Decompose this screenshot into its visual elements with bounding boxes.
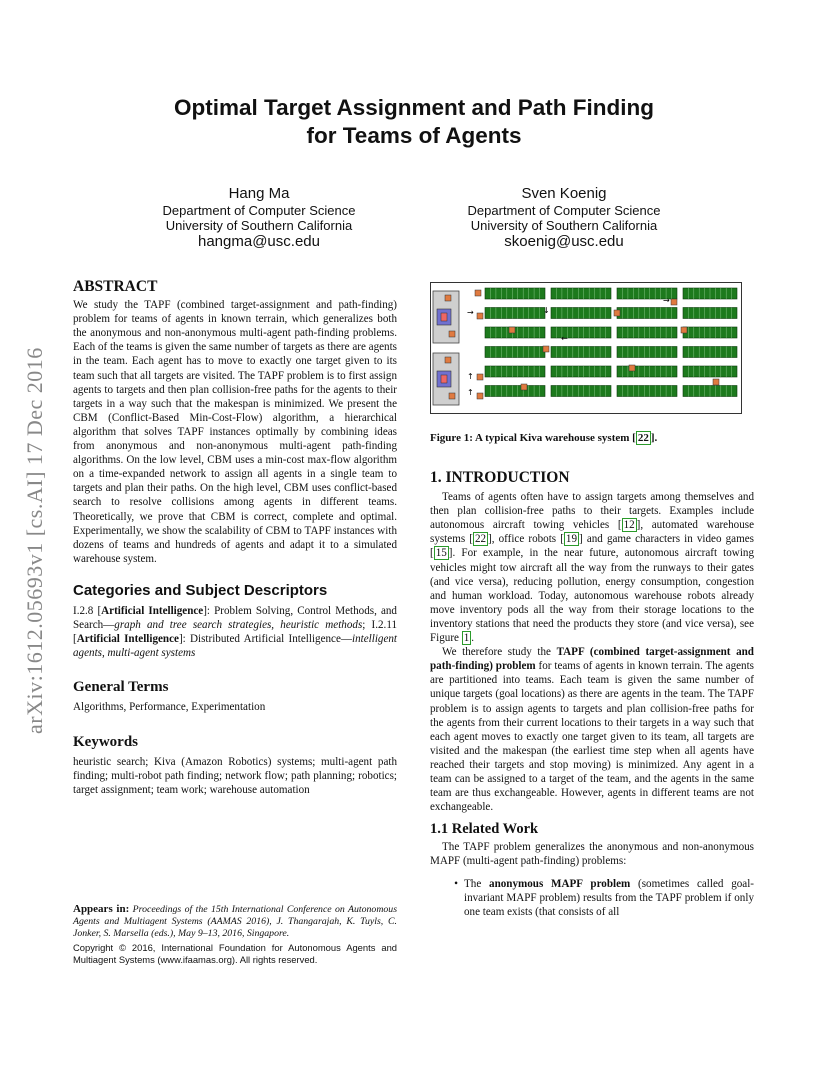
robot <box>477 313 483 319</box>
robot <box>614 310 620 316</box>
author-dept: Department of Computer Science <box>162 203 356 218</box>
robot <box>477 393 483 399</box>
station-slot <box>441 313 447 321</box>
arxiv-identifier: arXiv:1612.05693v1 [cs.AI] 17 Dec 2016 <box>22 347 47 734</box>
intro-heading: 1. INTRODUCTION <box>430 469 570 486</box>
cat-italic: intelligent agents, multi-agent systems <box>73 633 397 660</box>
conference-footnote <box>73 903 397 966</box>
cat-text: ; I.2.11 [ <box>73 619 398 646</box>
intro-text: for teams of agents in known terrain. The agents are partitioned into teams. Each team is given the same number of unique targets (goal locations) as there are agents in the team. The TAPF problem is to assign agents to targets and plan collision-free paths for the agents from their current locations to their targets in a way such that each agent moves to exactly one target given to its team, all targets are visited and the makespan (the earliest time step when all agents have reached their targets and stop moving) is minimized. Any agent in a team can be assigned to a target of the team, and the agents in the same team are thus exchangeable. However, agents in different teams are not exchangeable. <box>430 660 755 814</box>
storage-block <box>551 347 611 358</box>
title-line-2: for Teams of Agents <box>306 123 522 148</box>
author-block-2 <box>434 184 694 251</box>
right-column <box>430 471 754 919</box>
storage-block <box>551 308 611 319</box>
author-univ: University of Southern California <box>470 218 658 233</box>
cat-text: ]: Distributed Artificial Intelligence— <box>178 633 353 646</box>
robot <box>521 384 527 390</box>
intro-text: ], office robots [ <box>488 533 564 546</box>
keywords-text: heuristic search; Kiva (Amazon Robotics) systems; multi-agent path finding; multi-robot path finding; network flow; path planning; robotics; target assignment; team work; warehouse automation <box>73 755 397 796</box>
bullet-icon: • <box>454 877 458 890</box>
warehouse-diagram <box>431 283 741 413</box>
robot <box>445 295 451 301</box>
direction-arrow-icon: ↑ <box>467 388 474 397</box>
storage-block <box>485 288 545 299</box>
robot <box>629 365 635 371</box>
storage-block <box>617 347 677 358</box>
warehouse-figure <box>430 282 742 414</box>
caption-citation[interactable]: 22 <box>637 432 649 444</box>
appears-label: Appears in: <box>73 903 130 915</box>
cat-bold: Artificial Intelligence <box>76 633 179 646</box>
related-work-heading: 1.1 Related Work <box>430 821 539 838</box>
robot <box>475 290 481 296</box>
left-column <box>73 280 397 797</box>
citation-link[interactable]: 15 <box>435 547 447 560</box>
copyright-text: Copyright © 2016, International Foundation for Autonomous Agents and Multiagent Systems (www.ifaamas.org). All rights reserved. <box>73 941 397 965</box>
storage-block <box>485 386 545 397</box>
citation-link[interactable]: 19 <box>565 533 578 546</box>
cat-text: I.2.8 [ <box>73 604 102 617</box>
robot <box>681 327 687 333</box>
figure-caption <box>430 432 770 444</box>
intro-bold: TAPF (combined target-assignment and path-finding) problem <box>430 646 754 673</box>
robot <box>713 379 719 385</box>
robot <box>477 374 483 380</box>
robot <box>449 393 455 399</box>
caption-text: Figure 1: A typical Kiva warehouse system [ <box>430 432 636 444</box>
cat-italic: graph and tree search strategies, heuristic methods <box>114 619 363 632</box>
related-paragraph: The TAPF problem generalizes the anonymous and non-anonymous MAPF (multi-agent path-finding) problems: <box>430 841 754 868</box>
cat-text: ]: Problem Solving, Control Methods, and Search— <box>73 604 397 632</box>
author-univ: University of Southern California <box>165 218 353 233</box>
bullet-text <box>464 877 754 919</box>
direction-arrow-icon: → <box>663 296 670 305</box>
author-name: Sven Koenig <box>521 185 607 202</box>
bullet-text-part: The <box>464 877 490 890</box>
storage-block <box>551 327 611 338</box>
storage-block <box>551 366 611 377</box>
storage-block <box>617 366 677 377</box>
title-line-1: Optimal Target Assignment and Path Finding <box>173 95 655 120</box>
cat-bold: Artificial Intelligence <box>101 604 204 617</box>
bullet-bold: anonymous MAPF problem <box>489 877 631 890</box>
robot <box>509 327 515 333</box>
intro-text: We therefore study the <box>442 646 557 659</box>
figure-ref-link[interactable]: 1 <box>463 632 470 645</box>
caption-text: ]. <box>650 432 658 444</box>
abstract-heading: ABSTRACT <box>73 278 158 295</box>
citation-link[interactable]: 12 <box>623 519 635 532</box>
keywords-heading: Keywords <box>73 733 138 750</box>
intro-paragraph-1 <box>430 490 754 645</box>
abstract-text: We study the TAPF (combined target-assignment and path-finding) problem for teams of agents in known terrain, which generalizes both the anonymous and non-anonymous multi-agent path-finding problems. Each of the teams is given the same number of targets as there are agents in the team. Each agent has to move to exactly one target given to its team such that all targets are visited. The TAPF problem is to first assign agents to targets and then plan collision-free paths for the agents to their targets in a way such that the makespan is minimized. We present the CBM (Conflict-Based Min-Cost-Flow) algorithm, a hierarchical algorithm that solves TAPF instances optimally by combining ideas from anonymous and non-anonymous multi-agent path-finding algorithms. On the low level, CBM uses a min-cost max-flow algorithm on a time-expanded network to assign all agents in a single team to targets and plan their paths. On the high level, CBM uses conflict-based search to resolve collisions among agents in different teams. Theoretically, we prove that CBM is correct, complete and optimal. Experimentally, we show the scalability of CBM to TAPF instances with dozens of teams and hundreds of agents and adapt it to a simulated warehouse system. <box>73 299 397 565</box>
robot <box>543 346 549 352</box>
author-dept: Department of Computer Science <box>467 203 661 218</box>
storage-block <box>551 288 611 299</box>
storage-block <box>617 386 677 397</box>
direction-arrow-icon: ← <box>561 334 568 343</box>
station-slot <box>441 375 447 383</box>
storage-block <box>617 327 677 338</box>
author-email: hangma@usc.edu <box>198 233 320 250</box>
storage-block <box>551 386 611 397</box>
categories-text <box>73 604 397 660</box>
bullet-text-part: (sometimes called goal-invariant MAPF problem) results from the TAPF problem if only one team exists (that consists of all <box>464 877 754 918</box>
author-name: Hang Ma <box>228 185 290 202</box>
related-bullet <box>430 877 754 919</box>
robot <box>449 331 455 337</box>
direction-arrow-icon: ↑ <box>467 372 474 381</box>
storage-block <box>485 308 545 319</box>
intro-text: ], automated warehouse systems [ <box>430 519 754 546</box>
direction-arrow-icon: → <box>467 308 474 317</box>
general-terms-text: Algorithms, Performance, Experimentation <box>73 701 266 714</box>
categories-heading: Categories and Subject Descriptors <box>73 581 328 599</box>
appears-text: Proceedings of the 15th International Conference on Autonomous Agents and Multiagent Systems (AAMAS 2016), J. Thangarajah, K. Tuyls, C. Jonker, S. Marsella (eds.), May 9–13, 2016, Singapore. <box>73 904 398 940</box>
author-email: skoenig@usc.edu <box>504 233 624 250</box>
paper-title <box>0 94 828 150</box>
robot <box>445 357 451 363</box>
storage-block <box>485 347 545 358</box>
intro-text: . <box>471 632 475 645</box>
storage-block <box>485 366 545 377</box>
intro-text: ]. For example, in the near future, autonomous aircraft towing vehicles might tow aircraft all the way from the runways to their gates (and vice versa), reducing pollution, energy consumption, congestion and human workload. Today, autonomous warehouse robots already move inventory pods all the way from their storage locations to the inventory stations that need the products they store (and vice versa), see Figure <box>430 547 754 645</box>
intro-text: ] and game characters in video games [ <box>430 533 754 560</box>
citation-link[interactable]: 22 <box>474 533 487 546</box>
robot <box>671 299 677 305</box>
intro-text: Teams of agents often have to assign targets among themselves and then plan collision-free paths to their targets. Examples include autonomous aircraft towing vehicles [ <box>430 491 754 532</box>
author-block-1 <box>129 184 389 251</box>
storage-block <box>617 308 677 319</box>
direction-arrow-icon: ↓ <box>543 306 550 315</box>
general-terms-heading: General Terms <box>73 679 169 696</box>
intro-paragraph-2 <box>430 645 754 814</box>
